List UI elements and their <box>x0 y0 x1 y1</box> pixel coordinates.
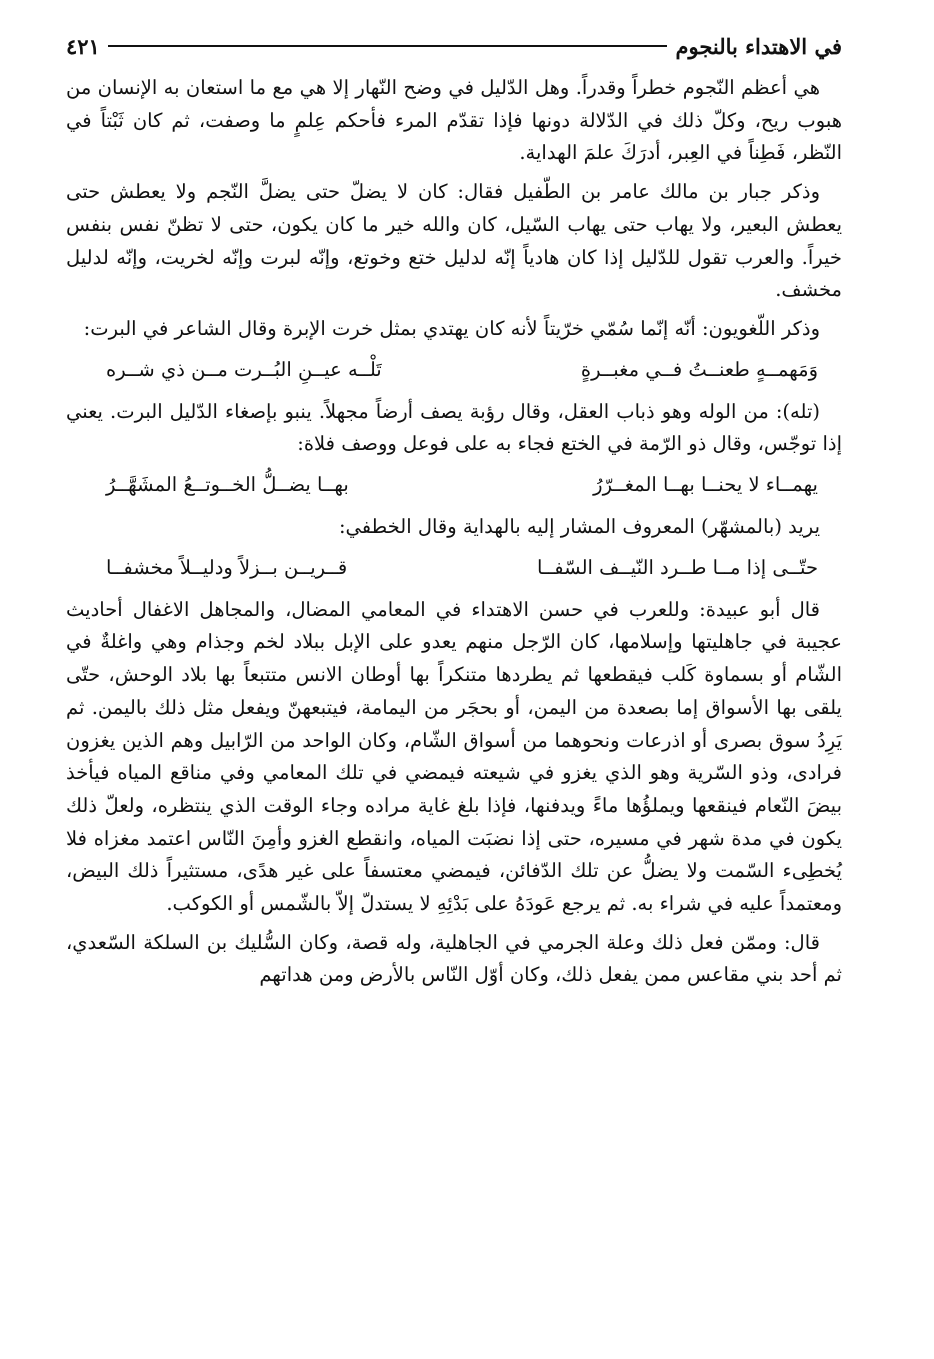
verse-2-first-hemistich: يهمــاء لا يحنــا بهــا المغــرّرُ <box>593 473 818 497</box>
header-rule <box>108 45 668 47</box>
verse-3 <box>106 552 818 584</box>
verse-2-second-hemistich: بهــا يضــلُّ الخــوتــعُ المشَهَّــرُ <box>106 473 349 497</box>
paragraph-4: (تله): من الوله وهو ذباب العقل، وقال رؤبة يصف أرضاً مجهلاً. ينبو بإصغاء الدّليل البرت. يعني إذا توجّس، وقال ذو الرّمة في الختع فجاء به على فوعل ووصف فلاة: <box>66 399 842 456</box>
verse-2 <box>106 469 818 501</box>
chapter-title: في الاهتداء بالنجوم <box>675 33 842 59</box>
running-header <box>66 28 842 64</box>
paragraph-2: وذكر جبار بن مالك عامر بن الطّفيل فقال: كان لا يضلّ حتى يضلَّ النّجم ولا يعطش حتى يعطش البعير، ولا يهاب حتى يهاب السّيل، كان والله خير ما كان يكون، حتى لا تظنّ نفس بنفس خيراً. والعرب تقول للدّليل إذا كان هادياً إنّه لدليل ختع وخوتع، وإنّه لبرت وإنّه لخريت، وإنّه لدليل مخشف. <box>66 180 842 302</box>
verse-3-second-hemistich: قــريــن بــزلاً ودليــلاً مخشفــا <box>106 555 348 579</box>
verse-1-first-hemistich: وَمَهمــهٍ طعنــتُ فــي مغبــرةٍ <box>580 357 818 381</box>
paragraph-1: هي أعظم النّجوم خطراً وقدراً. وهل الدّليل في وضح النّهار إلا هي مع ما استعان به الإنسان من هبوب ريح، وكلّ ذلك في الدّلالة دونها فإذا تقدّم المرء فأحكم عِلمٍ ما وصفت، ثم كان ثَبْتاً في النّظر، فَطِناً في العِبر، أدرَكَ علمَ الهداية. <box>66 76 842 165</box>
paragraph-7: قال: وممّن فعل ذلك وعلة الجرمي في الجاهلية، وله قصة، وكان السُّليك بن السلكة السّعدي، ثم أحد بني مقاعس ممن يفعل ذلك، وكان أوّل النّاس بالأرض ومن هداتهم <box>66 930 842 987</box>
paragraph-3: وذكر اللّغويون: أنّه إنّما سُمّي خرّيتاً لأنه كان يهتدي بمثل خرت الإبرة وقال الشاعر في البرت: <box>83 316 820 340</box>
verse-3-first-hemistich: حتّــى إذا مــا طــرد النّيــف السّفــا <box>536 555 818 579</box>
page-number: ٤٢١ <box>66 33 100 59</box>
verse-1 <box>106 354 818 386</box>
paragraph-6: قال أبو عبيدة: وللعرب في حسن الاهتداء في المعامي المضال، والمجاهل الاغفال أحاديث عجيبة في جاهليتها وإسلامها، كان الرّجل منهم يعدو على الإبل ببلاد لخم وجذام وهي واغلةٌ في الشّام أو بسماوة كَلب فيقطعها ثم يطردها متنكراً بها أوطان الانس متتبعاً بها بلاد الوحش، حتّى يلقى بها الأسواق إما بصعدة من اليمن، أو بحجَر من اليمامة، فيتبعهنّ ويفعل مثل ذلك باليمن. ثم يَرِدُ سوق بصرى أو اذرعات ونحوهما من أسواق الشّام، وكان الواحد من الرّابيل وهم الذين يغزون فرادى، وذو السّرية وهو الذي يغزو في شيعته فيمضي في تلك المعامي وفي مناقع المياه فيأخذ بيضَ النّعام فينقعها ويملؤُها ماءً ويدفنها، فإذا بلغ غاية مراده وجاء الوقت الذي ينتظره، ولعلّ ذلك يكون في مدة شهر في مسيره، حتى إذا نضبَت المياه، وانقطع الغزو وأمِنَ النّاس اعتمد مغزاه فلا يُخطِىء السّمت ولا يضلُّ عن تلك الدّفائن، فيمضي معتسفاً على غير هدًى، مستثيراً ذلك البيض، ومعتمداً عليه في شراء به. ثم يرجع عَودَهُ على بَدْئِهِ لا يستدلّ إلاّ بالشّمس أو الكوكب. <box>66 597 842 916</box>
paragraph-5: يريد (بالمشهّر) المعروف المشار إليه بالهداية وقال الخطفي: <box>338 515 820 539</box>
verse-1-second-hemistich: تَلْــه عيــنِ البُــرت مــن ذي شــره <box>106 357 382 381</box>
